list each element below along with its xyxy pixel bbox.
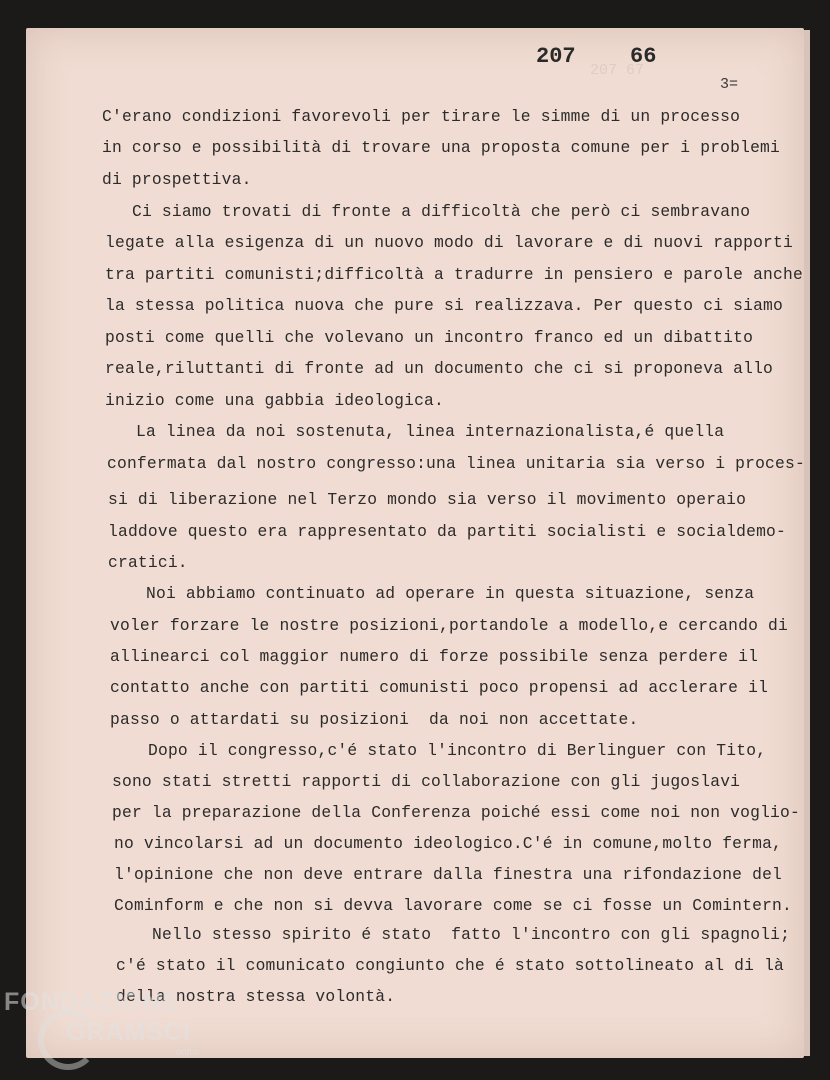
text-line: della nostra stessa volontà. [116,987,396,1006]
text-line: posti come quelli che volevano un incontro franco ed un dibattito [105,328,754,347]
text-line: di prospettiva. [102,170,252,189]
text-line: C'erano condizioni favorevoli per tirare le simme di un processo [102,107,741,126]
text-line: reale,riluttanti di fronte ad un documento che ci si proponeva allo [105,359,774,378]
text-line: l'opinione che non deve entrare dalla finestra una rifondazione del [114,865,783,884]
archive-number-2: 66 [630,44,657,69]
text-line: Nello stesso spirito é stato fatto l'incontro con gli spagnoli; [152,925,791,944]
text-line: si di liberazione nel Terzo mondo sia verso il movimento operaio [108,490,747,509]
text-line: sono stati stretti rapporti di collaborazione con gli jugoslavi [112,772,741,791]
text-line: passo o attardati su posizioni da noi non accettate. [110,710,639,729]
watermark-line-1: FONDAZIONE [4,988,180,1016]
text-line: cratici. [108,553,188,572]
fondazione-gramsci-watermark [4,988,200,1058]
text-line: voler forzare le nostre posizioni,portandole a modello,e cercando di [110,616,788,635]
text-line: no vincolarsi ad un documento ideologico.C'é in comune,molto ferma, [114,834,783,853]
watermark-line-2: GRAMSCI [66,1018,192,1046]
text-line: allinearci col maggior numero di forze possibile senza perdere il [110,647,759,666]
text-line: La linea da noi sostenuta, linea internazionalista,é quella [136,422,725,441]
page-number: 3= [720,76,739,93]
text-line: Noi abbiamo continuato ad operare in questa situazione, senza [146,584,755,603]
text-line: laddove questo era rappresentato da partiti socialisti e socialdemo- [108,522,786,541]
watermark-line-3: onlus [176,1047,200,1058]
text-line: confermata dal nostro congresso:una linea unitaria sia verso i proces- [107,454,805,473]
text-line: Dopo il congresso,c'é stato l'incontro di Berlinguer con Tito, [148,741,767,760]
text-line: contatto anche con partiti comunisti poco propensi ad acclerare il [110,678,769,697]
text-line: inizio come una gabbia ideologica. [105,391,444,410]
text-line: Cominform e che non si devva lavorare come se ci fosse un Comintern. [114,896,792,915]
archive-number-1: 207 [536,44,576,69]
page-edge [804,30,810,1056]
text-line: c'é stato il comunicato congiunto che é stato sottolineato al di là [116,956,785,975]
text-line: in corso e possibilità di trovare una proposta comune per i problemi [102,138,780,157]
text-line: tra partiti comunisti;difficoltà a tradurre in pensiero e parole anche [105,265,803,284]
text-line: per la preparazione della Conferenza poiché essi come noi non voglio- [112,803,800,822]
text-line: la stessa politica nuova che pure si realizzava. Per questo ci siamo [105,296,783,315]
watermark-logo-ring [38,1010,98,1070]
text-line: legate alla esigenza di un nuovo modo di lavorare e di nuovi rapporti [105,233,793,252]
text-line: Ci siamo trovati di fronte a difficoltà che però ci sembravano [132,202,751,221]
bleed-through: 207 67 [590,62,645,79]
